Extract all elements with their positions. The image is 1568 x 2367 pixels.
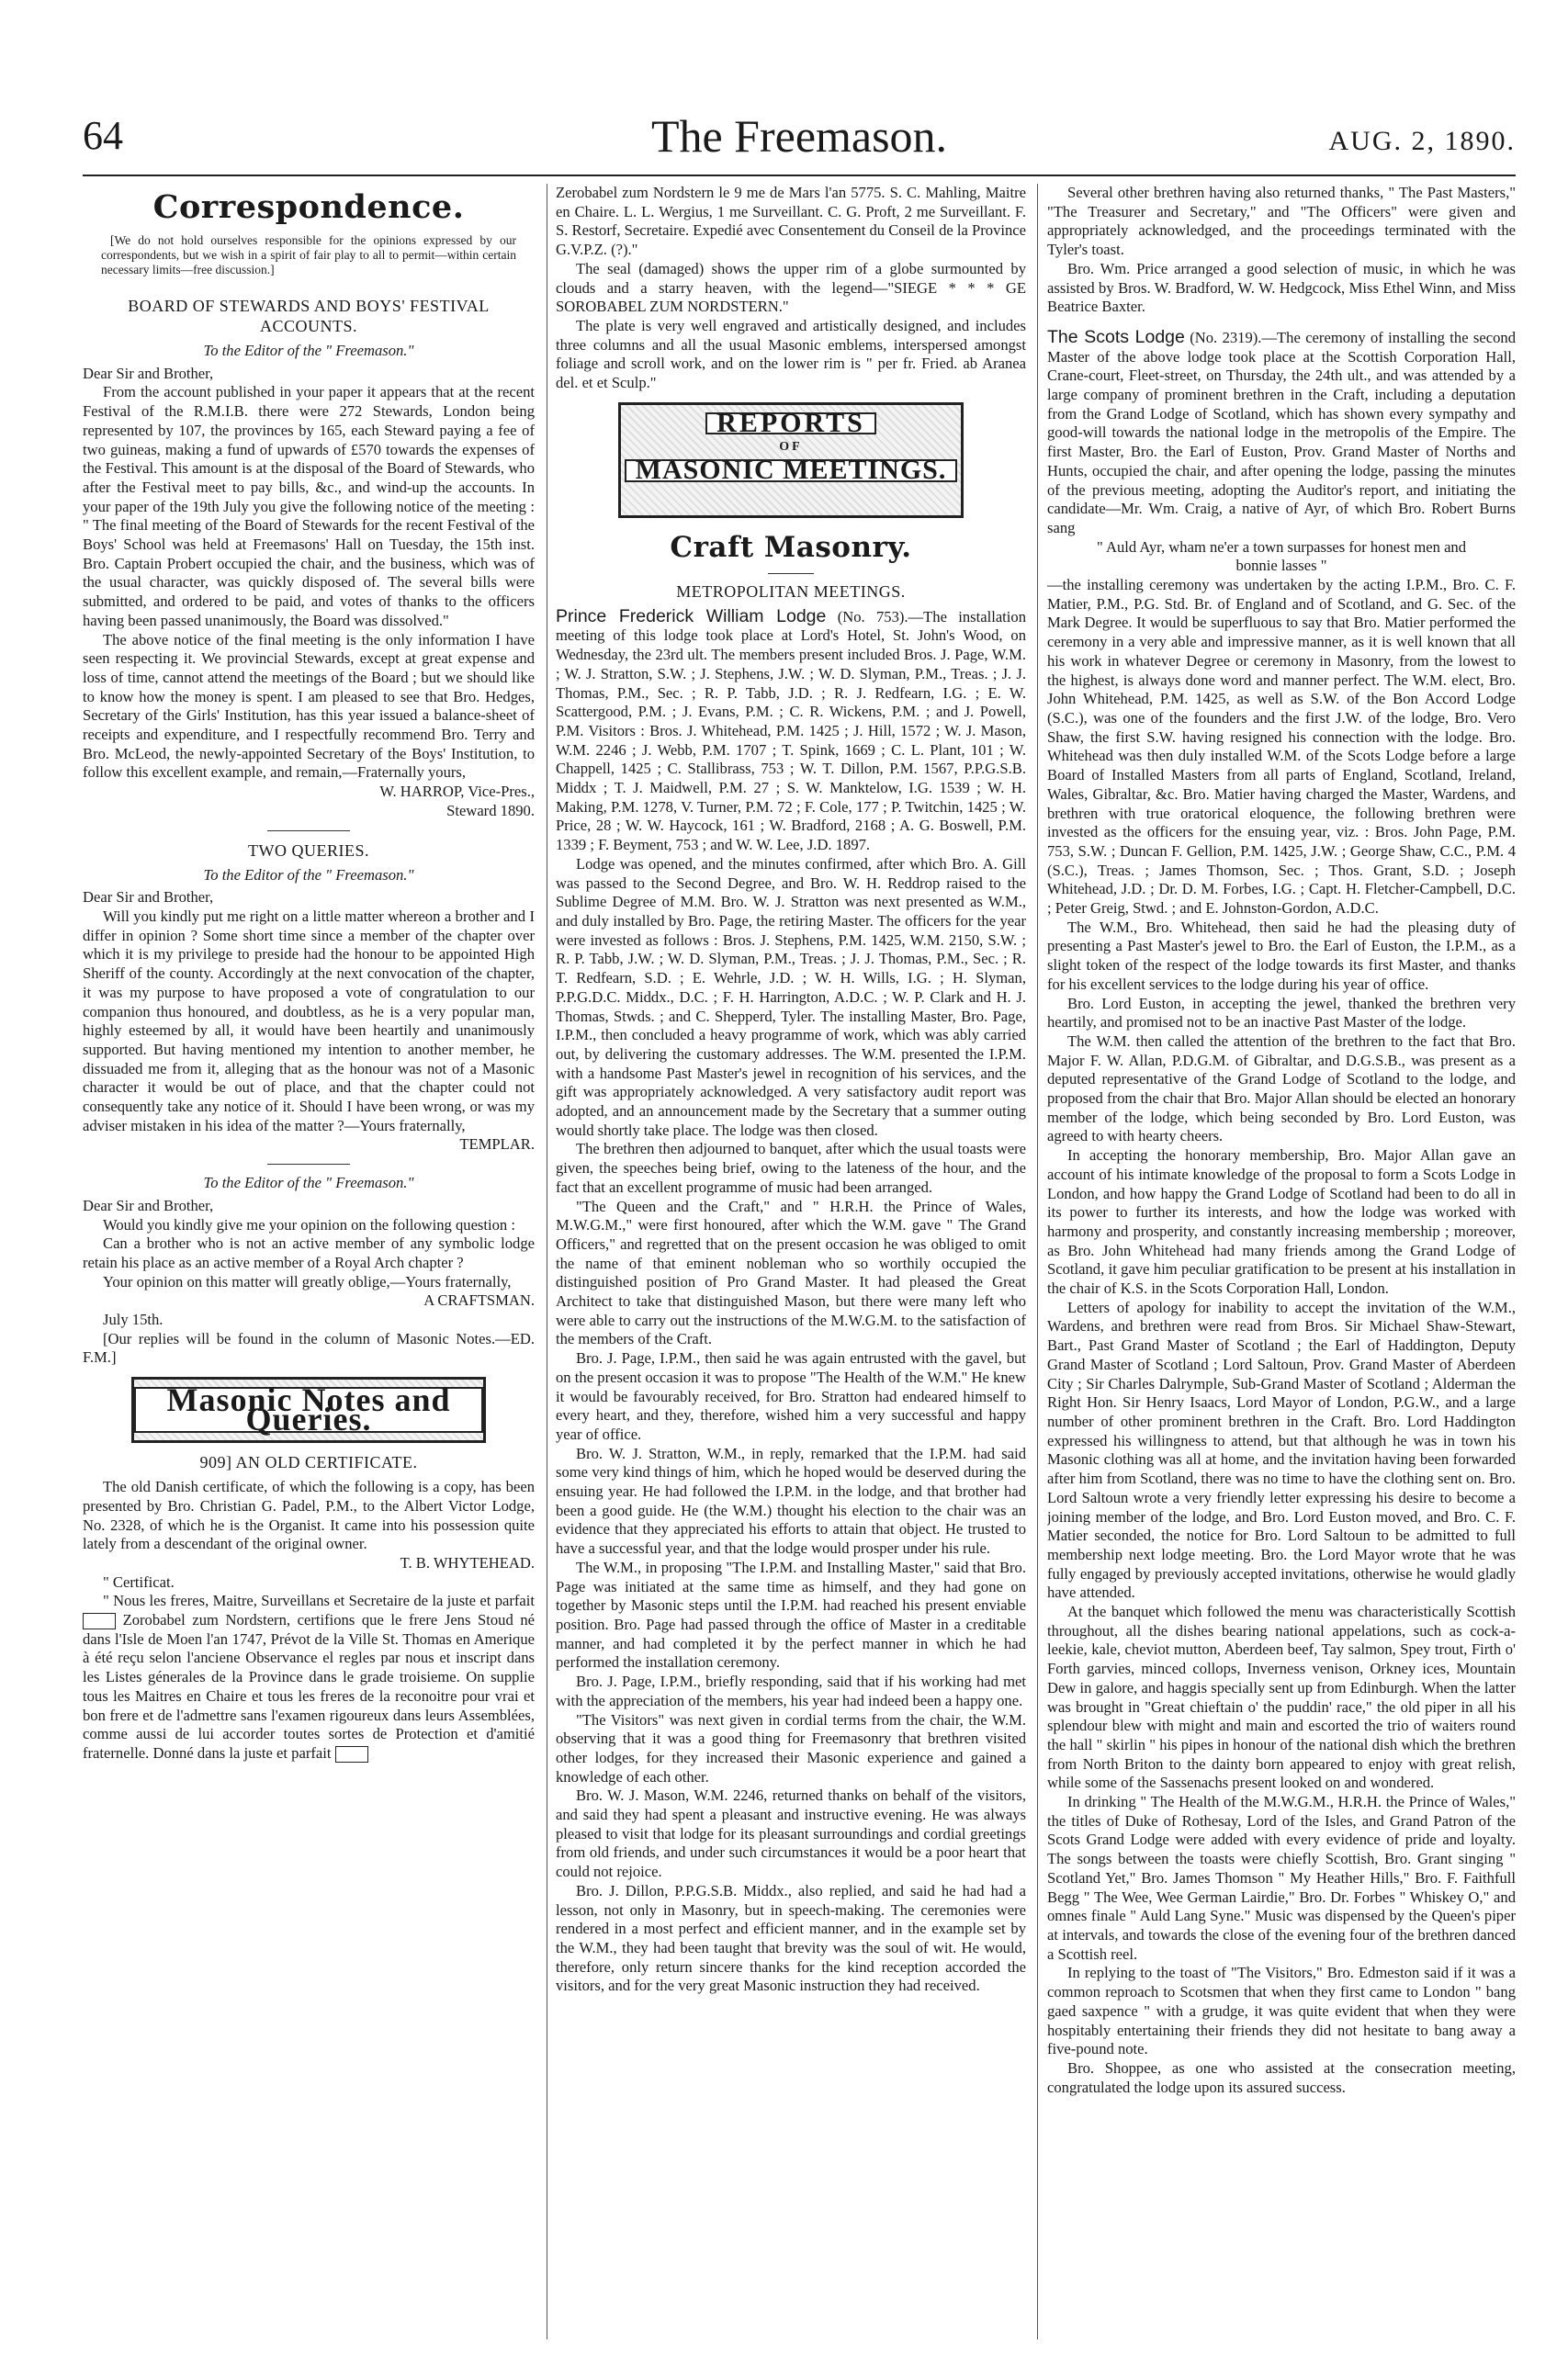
letter-salutation: Dear Sir and Brother,: [83, 888, 214, 907]
report-paragraph: In accepting the honorary membership, Bro. Major Allan gave an account of his intimate knowledge of the proposal to form a Scots Lodge in London, and how happy the Grand Lodge of Scotland had been to do all in its power to further its interests, and how the lodge was worked with harmony and prosperity, and constantly increasing membership ; moreover, as Bro. John Whitehead had many friends among the Grand Lodge of Scotland, it gave him peculiar gratification to be present at his installation in the chair of K.S. in the Scots Corporation Hall, London.: [1047, 1146, 1516, 1298]
reports-banner: [618, 402, 964, 518]
letter-addressee: To the Editor of the " Freemason.": [203, 1174, 414, 1192]
letter-paragraph: From the account published in your paper it appears that at the recent Festival of the R.M.I.B. there were 272 Stewards, London being represented by 107, the provinces by 165, each Steward paying a fee of two guineas, making a fund of upwards of £570 towards the expenses of the Festival. This amount is at the disposal of the Board of Stewards, who after the Festival meet to pay bills, &c., and wind-up the accounts. In your paper of the 19th July you give the following notice of the meeting : " The final meeting of the Board of Stewards for the recent Festival of the Boys' School was held at Freemasons' Hall on Tuesday, the 15th inst. Bro. Captain Probert occupied the chair, and the business, which was of the usual character, was quickly disposed of. The several bills were submitted, and ordered to be paid, and votes of thanks to the officers having been passed unanimously, the Board was dissolved.": [83, 383, 535, 629]
craft-masonry-heading: Craft Masonry.: [670, 530, 912, 564]
certificate-text-a: " Nous les freres, Maitre, Surveillans et Secretaire de la juste et parfait: [103, 1592, 535, 1610]
report-paragraph: Bro. Lord Euston, in accepting the jewel, thanked the brethren very heartily, and promised not to be an inactive Past Master of the lodge.: [1047, 994, 1516, 1031]
editor-reply: [Our replies will be found in the column of Masonic Notes.—ED. F.M.]: [83, 1329, 535, 1367]
lodge-name: The Scots Lodge: [1047, 326, 1185, 347]
seal-placeholder-box: [335, 1746, 368, 1763]
lodge-name: Prince Frederick William Lodge: [556, 605, 827, 626]
masthead-rule: [83, 175, 1516, 176]
letter-signature: W. HARROP, Vice-Pres.,: [379, 783, 535, 801]
report-paragraph: —the installing ceremony was undertaken by the acting I.P.M., Bro. C. F. Matier, P.M., P.G. Std. Br. of England and of Scotland, and G. Sec. of the Mark Degree. It would be superfluous to say that Bro. Matier performed the ceremony in a very able and impressive manner, as it is well known that all his work in whatever Degree or ceremony in Masonry, from the lowest to the highest, is always done word and manner perfect. The W.M. elect, Bro. John Whitehead, P.M. 1425, as well as S.W. of the Bon Accord Lodge (S.C.), was one of the founders and the first J.W. of the lodge, Bro. Vero Shaw, the first S.W. having resigned his connection with the lodge. Bro. Whitehead was then duly installed W.M. of the Scots Lodge before a large Board of Installed Masters from all parts of England, Scotland, Ireland, Wales, Gibraltar, &c. Bro. Matier having charged the Master, Wardens, and brethren with true oratorical eloquence, the following brethren were invested as the officers for the ensuing year, viz. : Bros. John Page, P.M. 753, S.W. ; Duncan F. Gellion, P.M. 1425, J.W. ; George Shaw, C.C., P.M. 4 (S.C.), Treas. ; James Thomson, Sec. ; Thos. Grant, S.D. ; Joseph Whitehead, J.D. ; Dr. D. M. Forbes, I.G. ; Capt. H. Fletcher-Campbell, D.C. ; Peter Greig, Stwd. ; and E. Johnston-Gordon, A.D.C.: [1047, 576, 1516, 918]
letter-addressee: To the Editor of the " Freemason.": [203, 342, 414, 359]
letter-paragraph: Will you kindly put me right on a little matter whereon a brother and I differ in opinion ? Some short time since a member of the chapter over which it is my privilege to preside had the honour to be appointed High Sheriff of the county. Accordingly at the next convocation of the chapter, it was my purpose to have proposed a vote of congratulation to our companion thus honoured, and doubtless, as he is a very popular man, highly esteemed by all, it would have been heartily and unanimously supported. But having mentioned my intention to another member, he dissuaded me from it, alleging that as the honour was not of a Masonic character it would be out of place, and that the chapter could not consequently take any notice of it. Should I have been wrong, or was my adviser mistaken in his idea of the matter ?—Yours fraternally,: [83, 907, 535, 1134]
letter-date: July 15th.: [103, 1311, 164, 1329]
report-paragraph: Bro. W. J. Stratton, W.M., in reply, remarked that the I.P.M. had said some very kind things of him, which he hoped would be deserved during the ensuing year. He had followed the I.P.M. in the lodge, and that brother had been a good guide. He (the W.M.) thought his election to the chair was an evidence that they appreciated his efforts to attain that object. He trusted to have a successful year, and that the lodge would prosper under his rule.: [556, 1444, 1026, 1558]
letter-paragraph: The above notice of the final meeting is the only information I have seen respecting it. We provincial Stewards, except at great expense and loss of time, cannot attend the meetings of the Board ; but we should like to know how the money is spent. I am pleased to see that Bro. Hedges, Secretary of the Girls' Institution, has this year issued a balance-sheet of receipts and expenditure, and I respectfully recommend Bro. Terry and Bro. McLeod, the newly-appointed Secretary of the Boys' Institution, to follow this excellent example, and remain,—Fraternally yours,: [83, 630, 535, 782]
column-3: [1047, 184, 1516, 2344]
report-paragraph: Lodge was opened, and the minutes confirmed, after which Bro. A. Gill was passed to the Second Degree, and Bro. W. H. Reddrop raised to the Sublime Degree of M.M. Bro. W. J. Stratton was next presented as W.M., and duly installed by Bro. Page, the retiring Master. The officers for the year were invested as follows : Bros. J. Stephens, P.M. 1425, W.M. 2150, S.W. ; R. P. Tabb, J.W. ; W. D. Slyman, P.M., Treas. ; J. J. Thomas, P.M., Sec. ; R. T. Redfearn, S.D. ; E. Wehrle, J.D. ; W. H. Wills, I.G. ; H. Slyman, P.P.G.D.C. Middx., D.C. ; F. H. Harrington, A.D.C. ; W. P. Clark and H. J. Thomas, Stwds. ; and C. Shepperd, Tyler. The installing Master, Bro. Page, I.P.M., then concluded a heavy programme of work, which was ably carried out, by delivering the customary addresses. The W.M. presented the I.P.M. with a handsome Past Master's jewel in recognition of his services, and the gift was appropriately acknowledged. A very satisfactory audit report was adopted, and an announcement made by the Secretary that a summer outing would shortly take place. The lodge was then closed.: [556, 854, 1026, 1139]
certificate-text: [83, 1592, 535, 1763]
report-paragraph: In drinking " The Health of the M.W.G.M., H.R.H. the Prince of Wales," the titles of Duke of Rothesay, Lord of the Isles, and Grand Patron of the Scots Grand Lodge were added with every evidence of pride and loyalty. The songs between the toasts were chiefly Scottish, Bro. Grant singing " Scotland Yet," Bro. James Thomson " My Heather Hills," Bro. F. Faithfull Begg " The Wee, Wee German Lairdie," Bro. Dr. Forbes " Whiskey O," and omnes finale " Auld Lang Syne." Music was dispensed by the Queen's piper at intervals, and towards the close of the evening four of the brethren danced a Scottish reel.: [1047, 1793, 1516, 1963]
report-paragraph: The W.M., in proposing "The I.P.M. and Installing Master," said that Bro. Page was initiated at the same time as himself, and they had gone on together by Masonic steps until the I.P.M. had reached his present enviable position. Bro. Page had passed through the office of Master in a creditable manner, and had completed it by the perfect manner in which he had performed the installation ceremony.: [556, 1558, 1026, 1672]
lodge-report: [556, 607, 1026, 855]
column-2: [556, 184, 1026, 2344]
certificate-text-b: Zorobabel zum Nordstern, certifions que le frere Jens Stoud né dans l'Isle de Moen l'an 1747, Prévot de la Ville St. Thomas en Amerique à été reçu selon l'anciene Observance el regles par nous et inscript dans les Listes génerales de la Province dans le grade troisieme. On supplie tous les Maitres en Chaire et tous les freres de la reconoitre pour vrai et bon frere et de l'admettre sans l'examen rigoureux dans leurs Assemblées, comme aussi de lui accorder toutes sortes de Protection et d'amitié fraternelle. Donné dans la juste et parfait: [83, 1611, 535, 1762]
certificate-continuation: Zerobabel zum Nordstern le 9 me de Mars l'an 5775. S. C. Mahling, Maitre en Chaire. L. L. Wergius, 1 me Surveillant. C. G. Proft, 2 me Surveillant. F. S. Restorf, Secretaire. Expedié avec Consentement du Conseil de la Province G.V.P.Z. (?).": [556, 184, 1026, 259]
paper-title: The Freemason.: [650, 110, 948, 162]
lodge-number: (No. 753).: [837, 607, 908, 626]
section-rule: [267, 1164, 350, 1165]
report-paragraph: The W.M. then called the attention of the brethren to the fact that Bro. Major F. W. Allan, P.D.G.M. of Gibraltar, and D.G.S.B., was present as a deputed representative of the Grand Lodge of Scotland to the lodge, and proposed from the chair that Bro. Major Allan should be elected an honorary member of the lodge, which being seconded by Bro. Lord Euston, was agreed to with hearty cheers.: [1047, 1031, 1516, 1145]
report-paragraph: Bro. J. Page, I.P.M., then said he was again entrusted with the gavel, but on the present occasion it was to propose "The Health of the W.M." He knew it would be favourably received, for Bro. Stratton had endeared himself to every heart, and they, therefore, wished him a very successful and happy year of office.: [556, 1349, 1026, 1443]
letter-signature: Steward 1890.: [446, 801, 535, 819]
lodge-number: (No. 2319).: [1190, 328, 1262, 346]
article-paragraph: The plate is very well engraved and artistically designed, and includes three columns and all the usual Masonic emblems, interspersed amongst foliage and scroll work, and on the lower rim is " per fr. Fried. ab Aranea del. et et Sculp.": [556, 316, 1026, 392]
verse-quote: " Auld Ayr, wham ne'er a town surpasses for honest men and bonnie lasses ": [1096, 537, 1467, 575]
report-paragraph: At the banquet which followed the menu was characteristically Scottish throughout, all the dishes bearing national appelations, such as cock-a-leekie, kale, cheviot mutton, Aberdeen beef, Tay salmon, Spey trout, Firth o' Forth garvies, minced collops, Inverness venison, Orkney ices, Mountain Dew in galore, and haggis specially sent up from Edinburgh. When the latter was brought in "Great chieftain o' the puddin' race," the old piper in all his splendour blew with might and main and escorted the trio of waiters round the hall " skirlin " his pipes in honour of the national dish which the brethren from North Briton to the dainty born appeared to enjoy with great relish, while some of the Sassenachs present looked on and wondered.: [1047, 1603, 1516, 1792]
banner-text-top: REPORTS: [705, 412, 876, 435]
report-paragraph: Bro. W. J. Mason, W.M. 2246, returned thanks on behalf of the visitors, and said they had spent a pleasant and instructive evening. He was always pleased to visit that lodge for its pleasant surroundings and cordial greetings from old friends, and under such circumstances it would be a poor heart that could not rejoice.: [556, 1787, 1026, 1881]
letter-title: BOARD OF STEWARDS AND BOYS' FESTIVAL ACCOUNTS.: [128, 297, 490, 335]
banner-text-mid: OF: [779, 440, 803, 455]
banner-text: Masonic Notes and Queries.: [134, 1387, 483, 1432]
report-paragraph: "The Visitors" was next given in cordial terms from the chair, the W.M. observing that it was a good thing for Freemasonry that brethren visited other lodges, for they increased their Masonic experience and gained a knowledge of each other.: [556, 1710, 1026, 1786]
report-paragraph: Letters of apology for inability to accept the invitation of the W.M., Wardens, and brethren were read from Bros. Sir Michael Shaw-Stewart, Bart., Past Grand Master of Scotland ; the Earl of Haddington, Deputy Grand Master of Scotland ; Lord Saltoun, Prov. Grand Master of Aberdeen City ; Sir Charles Dalrymple, Sub-Grand Master of Scotland ; Alderman the Right Hon. Sir Henry Isaacs, Lord Mayor of London, P.G.W., and a large number of other prominent brethren in the Craft. Bro. Lord Haddington expressed his willingness to attend, but that although he was in town his Masonic clothing was all at home, and the invitation having been forwarded after him from Scotland, there was no time to have the clothing sent on. Bro. Lord Saltoun wrote a very friendly letter expressing his desire to become a joining member of the lodge, and Bro. Lord Euston moved, and Bro. C. F. Matier seconded, the notice for Bro. Lord Saltoun to be admitted to full membership next lodge meeting. Bro. the Lord Mayor wrote that he was fully engaged by previously accepted invitations, otherwise he would gladly have attended.: [1047, 1298, 1516, 1602]
editorial-disclaimer: [We do not hold ourselves responsible for the opinions expressed by our correspondents, but we wish in a spirit of fair play to all to permit—within certain necessary limits—free discussion.]: [101, 233, 516, 276]
masthead: [83, 108, 1516, 173]
letter-signature: A CRAFTSMAN.: [423, 1291, 535, 1310]
letter-title: TWO QUERIES.: [248, 840, 369, 860]
report-text: —The ceremony of installing the second Master of the above lodge took place at the Scottish Corporation Hall, Crane-court, Fleet-street, on Thursday, the 24th ult., and was attended by a large company of prominent brethren in the Craft, including a deputation from the Grand Lodge of Scotland, which has shown every sympathy and good-will towards the national lodge in the metropolis of the Empire. The first Master, Bro. the Earl of Euston, Prov. Grand Master of Norths and Hunts, occupied the chair, and after opening the lodge, passing the minutes of the previous meeting, adopting the Auditor's report, and initiating the candidate—Mr. Wm. Craig, a native of Ayr, of which Bro. Robert Burns sang: [1047, 328, 1516, 536]
letter-paragraph: Your opinion on this matter will greatly oblige,—Yours fraternally,: [103, 1272, 512, 1291]
report-paragraph: Bro. Shoppee, as one who assisted at the consecration meeting, congratulated the lodge upon its assured success.: [1047, 2058, 1516, 2096]
certificate-label: " Certificat.: [103, 1572, 175, 1591]
report-paragraph: The brethren then adjourned to banquet, after which the usual toasts were given, the speeches being brief, owing to the lateness of the hour, and the fact that an excellent programme of music had been arranged.: [556, 1140, 1026, 1196]
column-divider: [1037, 184, 1038, 2339]
report-paragraph: Bro. J. Dillon, P.P.G.S.B. Middx., also replied, and said he had had a lesson, not only in Masonry, but in speech-making. The ceremonies were rendered in a most perfect and efficient manner, and in the example set by the W.M., they had been taught that brevity was the soul of wit. He would, therefore, only return sincere thanks for the kind reception accorded the visitors, and for the very great Masonic instruction they had received.: [556, 1881, 1026, 1995]
article-paragraph: The old Danish certificate, of which the following is a copy, has been presented by Bro. Christian G. Padel, P.M., to the Albert Victor Lodge, No. 2328, of which he is the Organist. It came into his possession quite lately from a descendant of the original owner.: [83, 1478, 535, 1553]
letter-signature: TEMPLAR.: [459, 1135, 535, 1154]
letter-salutation: Dear Sir and Brother,: [83, 364, 214, 382]
column-1: [83, 184, 535, 2344]
section-rule: [768, 573, 814, 574]
letter-salutation: Dear Sir and Brother,: [83, 1196, 214, 1214]
section-rule: [267, 830, 350, 831]
lodge-report: [1047, 328, 1516, 538]
article-paragraph: The seal (damaged) shows the upper rim of a globe surmounted by clouds and a starry heaven, with the legend—"SIEGE * * * GE SOROBABEL ZUM NORDSTERN.": [556, 259, 1026, 316]
issue-date: AUG. 2, 1890.: [1328, 126, 1516, 156]
letter-addressee: To the Editor of the " Freemason.": [203, 865, 414, 884]
report-paragraph: "The Queen and the Craft," and " H.R.H. the Prince of Wales, M.W.G.M.," were first honoured, after which the W.M. gave " The Grand Officers," and regretted that on the present occasion he was obliged to omit the name of that eminent nobleman who so worthily occupied the distinguished position of Pro Grand Master. It had pleased the Great Architect to take that distinguished Mason, but there were many left who were able to carry out the instructions of the M.W.G.M. to the satisfaction of the members of the Craft.: [556, 1197, 1026, 1348]
report-paragraph: Bro. J. Page, I.P.M., briefly responding, said that if his working had met with the appreciation of the members, his year had indeed been a happy one.: [556, 1673, 1026, 1709]
report-paragraph: In replying to the toast of "The Visitors," Bro. Edmeston said if it was a common reproach to Scotsmen that when they first came to London " bang gaed saxpence " with a grudge, it was quite evident that when they were hospitably entertaining their friends they did not hesitate to bang away a five-pound note.: [1047, 1964, 1516, 2058]
letter-paragraph: Would you kindly give me your opinion on the following question :: [103, 1215, 515, 1234]
page-number: 64: [83, 113, 123, 158]
seal-placeholder-box: [83, 1613, 116, 1629]
report-text: —The installation meeting of this lodge took place at Lord's Hotel, St. John's Wood, on Wednesday, the 23rd ult. The members present included Bros. J. Page, W.M. ; W. J. Stratton, S.W. ; J. Stephens, J.W. ; W. D. Slyman, P.M., Treas. ; J. J. Thomas, P.M., Sec. ; R. P. Tabb, J.D. ; R. J. Redfearn, I.G. ; E. W. Scattergood, P.M. ; J. Evans, P.M. ; C. R. Wickens, P.M. ; and J. Powell, P.M. Visitors : Bros. J. Whitehead, P.M. 1425 ; J. Hill, 1572 ; W. J. Mason, W.M. 2246 ; J. Webb, P.M. 1707 ; T. Spink, 1669 ; C. L. Plant, 101 ; W. Chappell, 1425 ; C. Stallibrass, 753 ; W. T. Dillon, P.M. 1567, P.P.G.S.B. Middx ; T. J. Maidwell, P.M. 27 ; S. W. Manktelow, I.G. 1539 ; W. H. Making, P.M. 1278, V. Turner, P.M. 72 ; F. Cole, 177 ; P. Twitchin, 1425 ; W. Price, 28 ; W. W. Haycock, 161 ; W. Bradford, 2168 ; A. G. Boswell, P.M. 1339 ; F. Beyment, 753 ; and W. W. Lee, J.D. 1897.: [556, 607, 1026, 854]
article-title: 909] AN OLD CERTIFICATE.: [199, 1453, 418, 1472]
article-signature: T. B. WHYTEHEAD.: [400, 1553, 535, 1572]
subsection-heading: METROPOLITAN MEETINGS.: [676, 581, 906, 601]
report-paragraph: Bro. Wm. Price arranged a good selection of music, in which he was assisted by Bros. W. Bradford, W. W. Hedgcock, Miss Ethel Winn, and Miss Beatrice Baxter.: [1047, 259, 1516, 316]
correspondence-heading: Correspondence.: [152, 188, 465, 226]
report-paragraph: The W.M., Bro. Whitehead, then said he had the pleasing duty of presenting a Past Master's jewel to Bro. the Earl of Euston, the I.P.M., as a slight token of the respect of the lodge towards its first Master, and thanks for his excellent services to the lodge during his year of office.: [1047, 918, 1516, 993]
letter-paragraph: Can a brother who is not an active member of any symbolic lodge retain his place as an active member of a Royal Arch chapter ?: [83, 1234, 535, 1271]
masonic-notes-banner: [131, 1377, 486, 1443]
report-paragraph: Several other brethren having also returned thanks, " The Past Masters," "The Treasurer and Secretary," and "The Officers" were given and appropriately acknowledged, and the proceedings terminated with the Tyler's toast.: [1047, 184, 1516, 259]
banner-text-bottom: MASONIC MEETINGS.: [625, 459, 958, 482]
